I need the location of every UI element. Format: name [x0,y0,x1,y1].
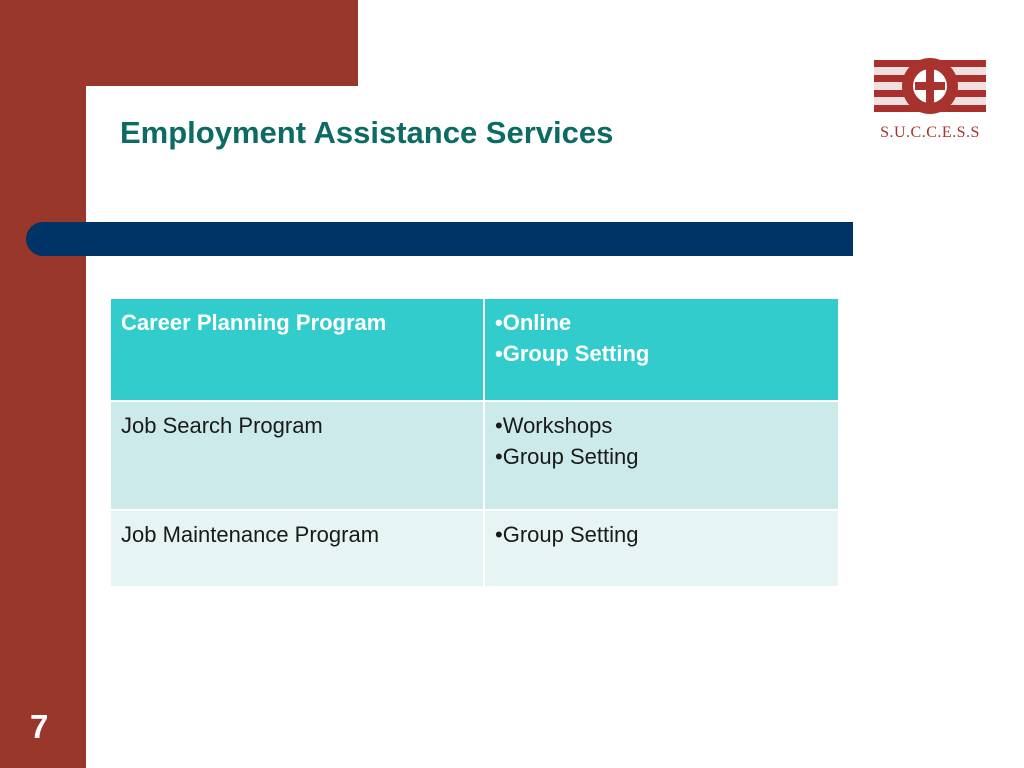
title-divider-bar [26,222,853,256]
slide-title: Employment Assistance Services [120,115,614,150]
top-decor-band [0,0,358,86]
program-table [109,297,840,588]
feature-item: •Online [495,310,572,335]
page-number: 7 [30,708,49,745]
program-name: Job Maintenance Program [110,510,484,587]
feature-item: •Group Setting [495,522,639,547]
program-features [484,401,839,510]
logo-text: S.U.C.C.E.S.S [880,124,980,141]
table-row [110,510,839,587]
program-name: Job Search Program [110,401,484,510]
left-decor-band [0,0,86,768]
table-row [110,401,839,510]
program-features [484,298,839,401]
feature-item: •Group Setting [495,341,650,366]
feature-item: •Group Setting [495,444,639,469]
feature-item: •Workshops [495,413,613,438]
program-features [484,510,839,587]
program-name: Career Planning Program [110,298,484,401]
table-row [110,298,839,401]
